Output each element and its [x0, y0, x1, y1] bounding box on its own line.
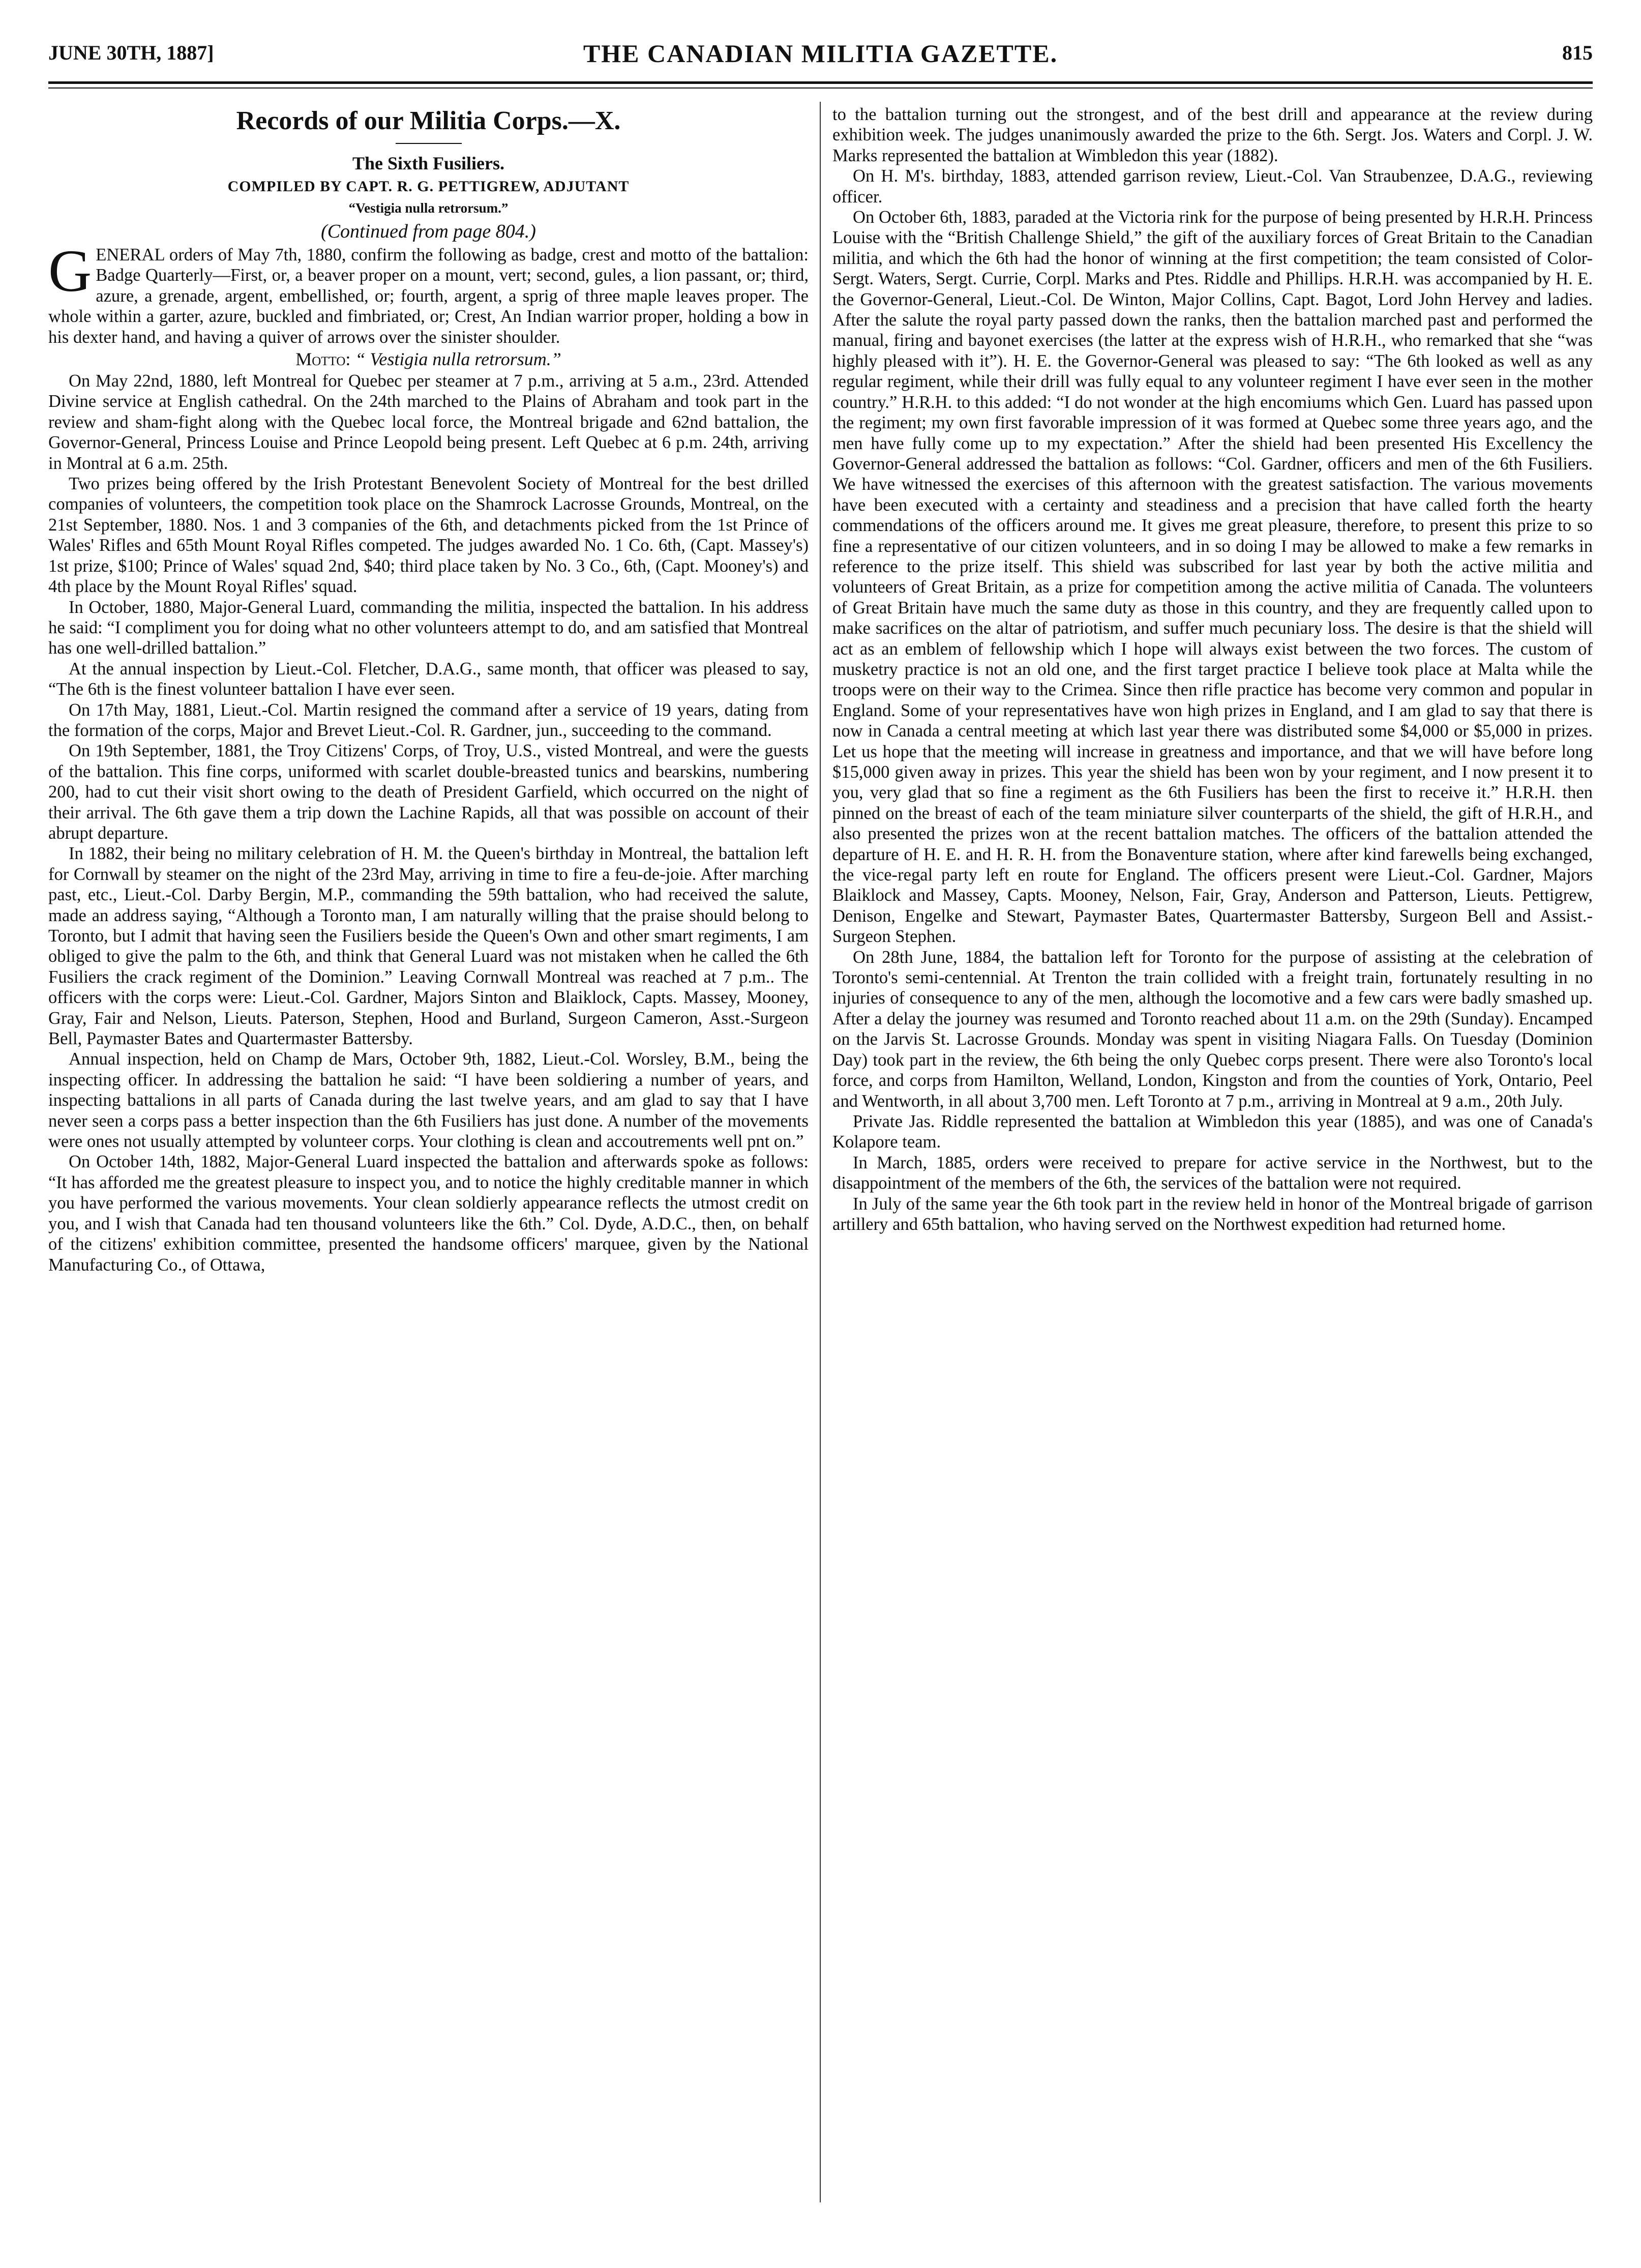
page-header — [48, 41, 1593, 76]
paragraph: Annual inspection, held on Champ de Mars, October 9th, 1882, Lieut.-Col. Worsley, B.M., being the inspecting officer. In addressing the battalion he said: “I have been soldiering a number of years, and inspecting battalions in all parts of Canada during the last twelve years, and am glad to say that I have never seen a corps pass a better inspection than the 6th Fusiliers has just done. A number of the movements were ones not usually attempted by volunteer corps. Your clothing is clean and accoutrements well pnt on.” — [48, 1049, 809, 1152]
paragraph: On 17th May, 1881, Lieut.-Col. Martin resigned the command after a service of 19 years, dating from the formation of the corps, Major and Brevet Lieut.-Col. R. Gardner, jun., succeeding to the command. — [48, 700, 809, 740]
paragraph: to the battalion turning out the strongest, and of the best drill and appearance at the review during exhibition week. The judges unanimously awarded the prize to the 6th. Sergt. Jos. Waters and Corpl. J. W. Marks represented the battalion at Wimbledon this year (1882). — [832, 105, 1593, 165]
paragraph: At the annual inspection by Lieut.-Col. Fletcher, D.A.G., same month, that officer was pleased to say, “The 6th is the finest volunteer battalion I have ever seen. — [48, 659, 809, 699]
publication-title: THE CANADIAN MILITIA GAZETTE. — [583, 39, 1058, 68]
article-title: Records of our Militia Corps.—X. — [236, 106, 621, 135]
paragraph: In October, 1880, Major-General Luard, commanding the militia, inspected the battalion. In his address he said: “I compliment you for doing what no other volunteers attempt to do, and am satisfied that Montreal has one well-drilled battalion.” — [48, 597, 809, 658]
drop-cap: G — [48, 238, 92, 304]
paragraph: Two prizes being offered by the Irish Protestant Benevolent Society of Montreal for the best drilled companies of volunteers, the competition took place on the Shamrock Lacrosse Grounds, Montreal, on the 21st September, 1880. Nos. 1 and 3 companies of the 6th, and detachments picked from the 1st Prince of Wales' Rifles and 65th Mount Royal Rifles competed. The judges awarded No. 1 Co. 6th, (Capt. Massey's) 1st prize, $100; Prince of Wales' squad 2nd, $40; third place taken by No. 3 Co., 6th, (Capt. Mooney's) and 4th place by the Mount Royal Rifles' squad. — [48, 474, 809, 597]
article-subtitle: The Sixth Fusiliers. — [352, 153, 505, 173]
motto-quote: “Vestigia nulla retrorsum.” — [348, 200, 509, 216]
paragraph: On October 6th, 1883, paraded at the Victoria rink for the purpose of being presented by H.R.H. Princess Louise with the “British Challenge Shield,” the gift of the auxiliary forces of Great Britain to the Canadian militia, and which the 6th had the honor of winning at the first competition; the team consisted of Color-Sergt. Waters, Sergt. Currie, Corpl. Marks and Ptes. Riddle and Phillips. H.R.H. was accompanied by H. E. the Governor-General, Lieut.-Col. De Winton, Major Collins, Capt. Bagot, Lord John Hervey and ladies. After the salute the royal party passed down the ranks, then the battalion marched past and performed the manual, firing and bayonet exercises (the latter at the express wish of H.R.H., who remarked that she “was highly pleased with it”). H. E. the Governor-General was pleased to say: “The 6th looked as well as any regular regiment, while their drill was fully equal to any volunteer regiment I have ever seen in the mother country.” H.R.H. to this added: “I do not wonder at the high encomiums which Gen. Luard has passed upon the regiment; my own first favorable impression of it was formed at Quebec some three years ago, and the men have fully come up to my expectation.” After the shield had been presented His Excellency the Governor-General addressed the battalion as follows: “Col. Gardner, officers and men of the 6th Fusiliers. We have witnessed the exercises of this afternoon with the greatest satisfaction. The various movements have been executed with a certainty and steadiness and a precision that have called forth the hearty commendations of the officers around me. It gives me great pleasure, therefore, to present this prize to so fine a representative of our citizen volunteers, and in so doing I may be allowed to make a few remarks in reference to the prize itself. This shield was subscribed for last year by both the active militia and volunteers of Great Britain, as a prize for competition among the active militia of Canada. The volunteers of Great Britain have much the same duty as those in this country, and they are frequently called upon to make sacrifices on the altar of patriotism, and suffer much pecuniary loss. The desire is that the shield will act as an emblem of fellowship which I hope will always exist between the two forces. The custom of musketry practice is not an old one, and the first target practice I believe took place at Malta while the troops were on their way to the Crimea. Since then rifle practice has become very common and popular in England. Some of your representatives have won high prizes in England, and I am glad to say that there is now in Canada a central meeting at which last year there was distributed some $4,000 or $5,000 in prizes. Let us hope that the meeting will increase in greatness and importance, and that we will have before long $15,000 given away in prizes. This year the shield has been won by your regiment, and I now present it to you, very glad that so fine a regiment as the 6th Fusiliers has been the first to receive it.” H.R.H. then pinned on the breast of each of the team miniature silver counterparts of the shield, the gift of H.R.H., and also presented the prizes won at the recent battalion matches. The officers of the battalion attended the departure of H. E. and H. R. H. from the Bonaventure station, where after kind farewells being exchanged, the vice-regal party left en route for England. The officers present were Lieut.-Col. Gardner, Majors Blaiklock and Massey, Capts. Mooney, Nelson, Fair, Gray, Anderson and Patterson, Lieuts. Pettigrew, Denison, Engelke and Stewart, Paymaster Bates, Quartermaster Battersby, Surgeon Bell and Assist.-Surgeon Stephen. — [832, 208, 1593, 947]
issue-date: JUNE 30TH, 1887] — [48, 41, 214, 64]
motto-line — [48, 347, 809, 371]
motto-label: Motto: — [295, 349, 351, 370]
motto-text: “ Vestigia nulla retrorsum.” — [355, 349, 561, 370]
byline: COMPILED BY CAPT. R. G. PETTIGREW, ADJUTANT — [227, 178, 630, 195]
paragraph: On 19th September, 1881, the Troy Citizens' Corps, of Troy, U.S., visted Montreal, and were the guests of the battalion. This fine corps, uniformed with scarlet double-breasted tunics and bearskins, numbering 200, had to cut their visit short owing to the death of President Garfield, which occurred on the night of their arrival. The 6th gave them a trip down the Lachine Rapids, all that was possible on account of their abrupt departure. — [48, 741, 809, 843]
paragraph: In July of the same year the 6th took part in the review held in honor of the Montreal brigade of garrison artillery and 65th battalion, who having served on the Northwest expedition had returned home. — [832, 1194, 1593, 1234]
paragraph: On 28th June, 1884, the battalion left for Toronto for the purpose of assisting at the celebration of Toronto's semi-centennial. At Trenton the train collided with a freight train, fortunately resulting in no injuries of consequence to any of the men, although the locomotive and a few cars were badly smashed up. After a delay the journey was resumed and Toronto reached about 11 a.m. on the 29th (Sunday). Encamped on the Jarvis St. Lacrosse Grounds. Monday was spent in visiting Niagara Falls. On Tuesday (Dominion Day) took part in the review, the 6th being the only Quebec corps present. There were also Toronto's local force, and corps from Hamilton, Welland, London, Kingston and from the counties of York, Ontario, Peel and Wentworth, in all about 3,700 men. Left Toronto at 7 p.m., arriving in Montreal at 9 a.m., 20th July. — [832, 947, 1593, 1111]
title-rule — [396, 143, 462, 144]
page-number: 815 — [1562, 41, 1593, 64]
column-divider — [820, 102, 821, 2202]
intro-paragraph — [48, 238, 809, 347]
header-rule-thick — [48, 81, 1593, 84]
header-rule-thin — [48, 87, 1593, 89]
paragraph: On May 22nd, 1880, left Montreal for Quebec per steamer at 7 p.m., arriving at 5 a.m., 23rd. Attended Divine service at English cathedral. On the 24th marched to the Plains of Abraham and took part in the review and sham-fight along with the Quebec local force, the Montreal brigade and 62nd battalion, the Governor-General, Princess Louise and Prince Leopold being present. Left Quebec at 6 p.m. 24th, arriving in Montral at 6 a.m. 25th. — [48, 371, 809, 473]
paragraph: In March, 1885, orders were received to prepare for active service in the Northwest, but to the disappointment of the members of the 6th, the services of the battalion were not required. — [832, 1153, 1593, 1193]
paragraph: On October 14th, 1882, Major-General Luard inspected the battalion and afterwards spoke as follows: “It has afforded me the greatest pleasure to inspect you, and to notice the highly creditable manner in which you have performed the various movements. Your clean soldierly appearance reflects the utmost credit on you, and I wish that Canada had ten thousand volunteers like the 6th.” Col. Dyde, A.D.C., then, on behalf of the citizens' exhibition committee, presented the handsome officers' marquee, given by the National Manufacturing Co., of Ottawa, — [48, 1152, 809, 1275]
left-column — [48, 104, 809, 1275]
intro-text: ENERAL orders of May 7th, 1880, confirm the following as badge, crest and motto of the battalion: Badge Quarterly—First, or, a beaver proper on a mount, vert; second, gules, a lion passant, or; third, azure, a grenade, argent, embellished, or; fourth, argent, a sprig of three maple leaves proper. The whole within a garter, azure, buckled and fimbriated, or; Crest, An Indian warrior proper, holding a bow in his dexter hand, and having a quiver of arrows over the sinister shoulder. — [48, 245, 809, 347]
continued-note: (Continued from page 804.) — [321, 221, 536, 242]
paragraph: On H. M's. birthday, 1883, attended garrison review, Lieut.-Col. Van Straubenzee, D.A.G., reviewing officer. — [832, 166, 1593, 207]
paragraph: Private Jas. Riddle represented the battalion at Wimbledon this year (1885), and was one of Canada's Kolapore team. — [832, 1111, 1593, 1152]
right-column — [832, 104, 1593, 1234]
paragraph: In 1882, their being no military celebration of H. M. the Queen's birthday in Montreal, the battalion left for Cornwall by steamer on the night of the 23rd May, arriving in time to fire a feu-de-joie. After marching past, etc., Lieut.-Col. Darby Bergin, M.P., commanding the 59th battalion, who had received the salute, made an address saying, “Although a Toronto man, I am naturally willing that the praise should belong to Toronto, but I admit that having seen the Fusiliers beside the Queen's Own and other smart regiments, I am obliged to give the palm to the 6th, and think that General Luard was not mistaken when he called the 6th Fusiliers the crack regiment of the Dominion.” Leaving Cornwall Montreal was reached at 7 p.m.. The officers with the corps were: Lieut.-Col. Gardner, Majors Sinton and Blaiklock, Capts. Massey, Mooney, Gray, Fair and Nelson, Lieuts. Paterson, Stephen, Hood and Burland, Surgeon Cameron, Asst.-Surgeon Bell, Paymaster Bates and Quartermaster Battersby. — [48, 844, 809, 1049]
